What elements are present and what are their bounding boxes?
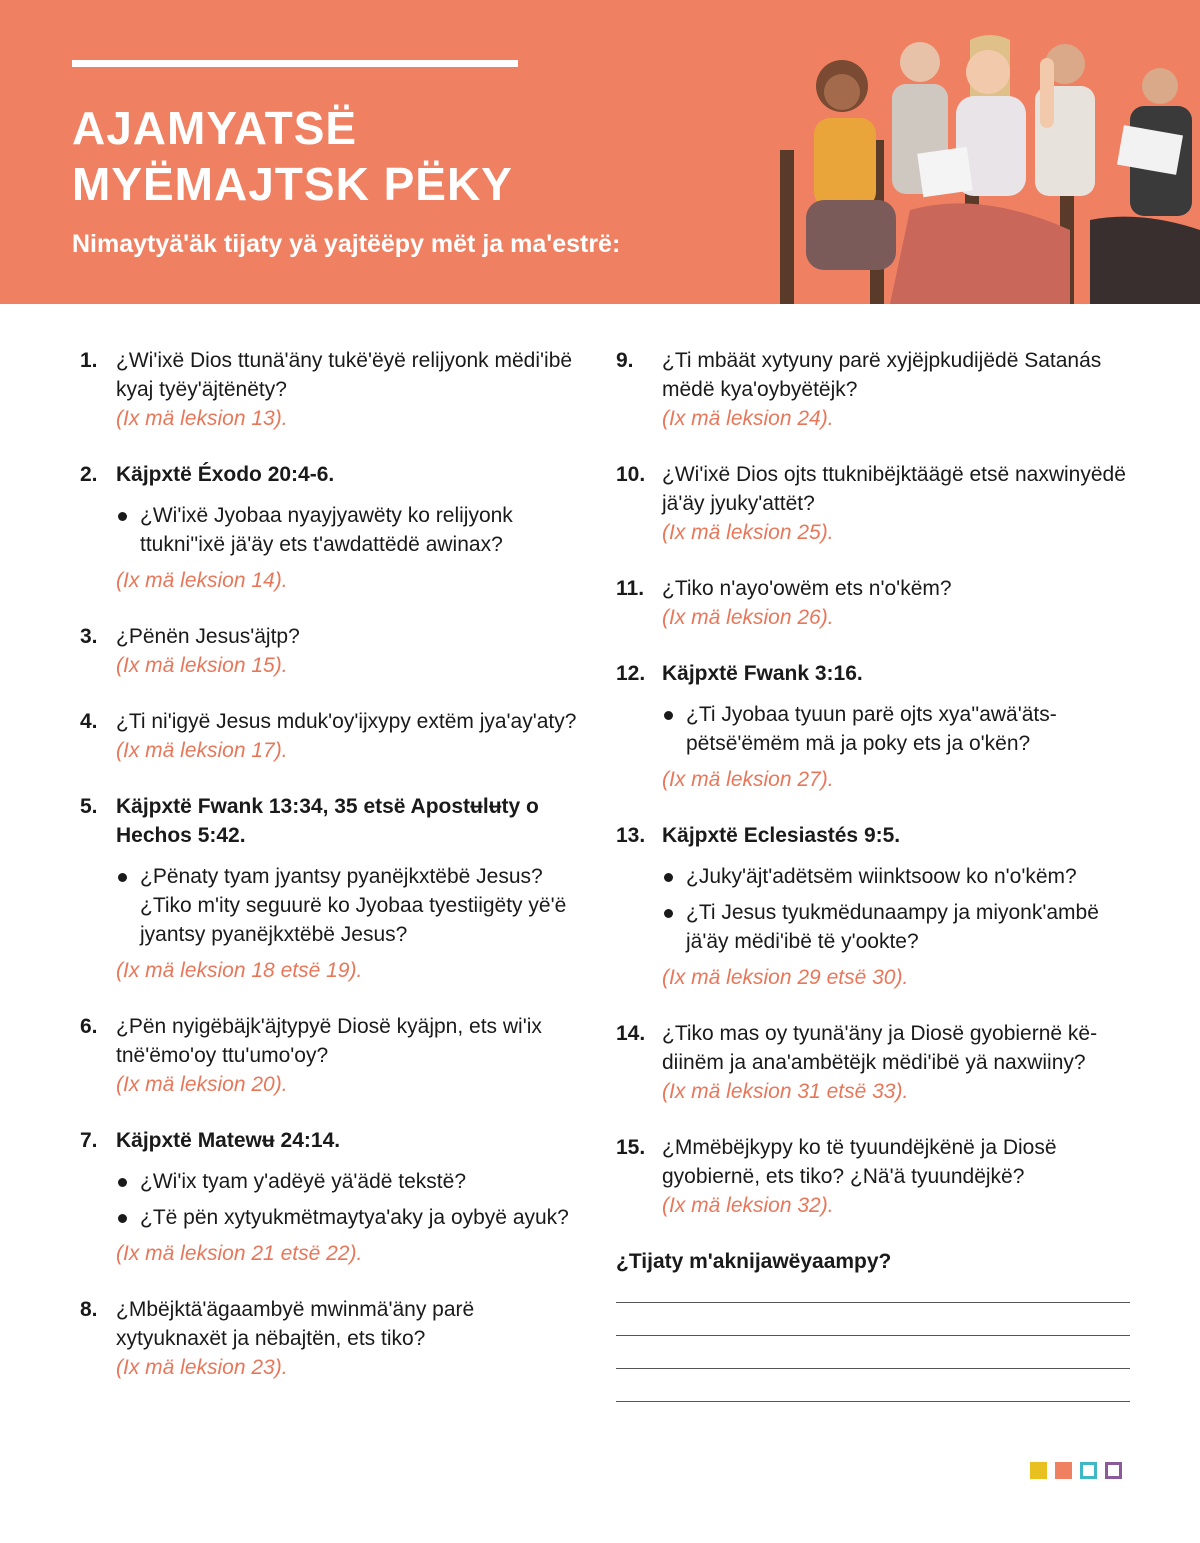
question-6 xyxy=(80,1012,580,1099)
question-12 xyxy=(616,659,1136,794)
sub-question-list xyxy=(662,700,1136,758)
page-subtitle: Nimaytyä'äk tijaty yä yajtëëpy mët ja ma'estrë: xyxy=(72,230,621,258)
question-text: Käjpxtë Éxodo 20:4-6. xyxy=(116,463,335,486)
question-14 xyxy=(616,1019,1136,1106)
question-13 xyxy=(616,821,1136,992)
lesson-reference: (Ix mä leksion 32). xyxy=(662,1194,834,1217)
sub-question: ¿Të pën xytyukmëtmaytya'aky ja oybyë ayuk? xyxy=(116,1203,580,1232)
page-title-line-2: MYËMAJTSK PËKY xyxy=(72,158,513,210)
question-text: Käjpxtë Fwank 13:34, 35 etsë Apostʉlʉty o Hechos 5:42. xyxy=(116,795,539,847)
question-text: ¿Ti ni'igyë Jesus mduk'oy'ijxypy extëm jya'ay'aty? xyxy=(116,710,577,733)
lesson-reference: (Ix mä leksion 17). xyxy=(116,739,288,762)
question-1 xyxy=(80,346,580,433)
question-text: ¿Tiko mas oy tyunä'äny ja Diosë gyobiernë kë-diinëm ja ana'ambëtëjk mëdi'ibë yä naxwiiny? xyxy=(662,1022,1098,1074)
question-number: 12. xyxy=(616,662,646,685)
banner-rule xyxy=(72,60,518,67)
question-text: ¿Ti mbäät xytyuny parë xyjëjpkudijëdë Satanás mëdë kya'oybyëtëjk? xyxy=(662,349,1102,401)
questions-column-left xyxy=(80,346,580,1409)
square-teal-outline xyxy=(1080,1462,1097,1479)
question-number: 15. xyxy=(616,1136,646,1159)
question-number: 2. xyxy=(80,463,98,486)
sub-question: ¿Ti Jesus tyukmëdunaampy ja miyonk'ambë jä'äy mëdi'ibë të y'ookte? xyxy=(662,898,1136,956)
question-3 xyxy=(80,622,580,680)
question-text: ¿Mbëjktä'ägaambyë mwinmä'äny parë xytyuknaxët ja nëbajtën, ets tiko? xyxy=(116,1298,475,1350)
sub-question: ¿Pënaty tyam jyantsy pyanëjkxtëbë Jesus? ¿Tiko m'ity seguurë ko Jyobaa tyestiigëty yë'ë jyantsy pyanëjkxtëbë Jesus? xyxy=(116,862,580,949)
square-yellow xyxy=(1030,1462,1047,1479)
question-number: 4. xyxy=(80,710,98,733)
question-15 xyxy=(616,1133,1136,1220)
question-4 xyxy=(80,707,580,765)
question-11 xyxy=(616,574,1136,632)
question-text: ¿Wi'ixë Dios ojts ttuknibëjktäägë etsë naxwinyëdë jä'äy jyuky'attët? xyxy=(662,463,1126,515)
lesson-reference: (Ix mä leksion 29 etsë 30). xyxy=(662,966,909,989)
question-number: 1. xyxy=(80,349,98,372)
question-text: ¿Wi'ixë Dios ttunä'äny tukë'ëyë relijyonk mëdi'ibë kyaj tyëy'äjtënëty? xyxy=(116,349,573,401)
question-text: Käjpxtë Matewʉ 24:14. xyxy=(116,1129,341,1152)
lesson-reference: (Ix mä leksion 21 etsë 22). xyxy=(116,1242,363,1265)
questions-column-right xyxy=(616,346,1136,1402)
question-10 xyxy=(616,460,1136,547)
lesson-reference: (Ix mä leksion 20). xyxy=(116,1073,288,1096)
sub-question: ¿Wi'ixë Jyobaa nyayjyawëty ko relijyonk ttukni''ixë jä'äy ets t'awdattëdë awinax? xyxy=(116,501,580,559)
sub-question-list xyxy=(116,1167,580,1232)
question-number: 5. xyxy=(80,795,98,818)
brand-squares xyxy=(1030,1462,1122,1479)
question-2 xyxy=(80,460,580,595)
lesson-reference: (Ix mä leksion 26). xyxy=(662,606,834,629)
lesson-reference: (Ix mä leksion 25). xyxy=(662,521,834,544)
question-number: 3. xyxy=(80,625,98,648)
page-title-line-1: AJAMYATSË xyxy=(72,102,358,154)
lesson-reference: (Ix mä leksion 31 etsë 33). xyxy=(662,1080,909,1103)
question-text: ¿Pën nyigëbäjk'äjtypyë Diosë kyäjpn, ets wi'ix tnë'ëmo'oy ttu'umo'oy? xyxy=(116,1015,542,1067)
square-purple-outline xyxy=(1105,1462,1122,1479)
lesson-reference: (Ix mä leksion 27). xyxy=(662,768,834,791)
question-number: 8. xyxy=(80,1298,98,1321)
question-7 xyxy=(80,1126,580,1268)
question-text: ¿Tiko n'ayo'owëm ets n'o'këm? xyxy=(662,577,952,600)
question-text: ¿Pënën Jesus'äjtp? xyxy=(116,625,300,648)
lesson-reference: (Ix mä leksion 14). xyxy=(116,569,288,592)
sub-question: ¿Wi'ix tyam y'adëyë yä'ädë tekstë? xyxy=(116,1167,580,1196)
question-number: 13. xyxy=(616,824,646,847)
question-text: Käjpxtë Fwank 3:16. xyxy=(662,662,863,685)
lesson-reference: (Ix mä leksion 15). xyxy=(116,654,288,677)
sub-question-list xyxy=(116,862,580,949)
note-line[interactable] xyxy=(616,1401,1130,1402)
question-text: Käjpxtë Eclesiastés 9:5. xyxy=(662,824,901,847)
lesson-reference: (Ix mä leksion 24). xyxy=(662,407,834,430)
note-line[interactable] xyxy=(616,1368,1130,1369)
question-number: 6. xyxy=(80,1015,98,1038)
header-banner xyxy=(0,0,1200,304)
audience-illustration xyxy=(760,0,1200,304)
question-number: 14. xyxy=(616,1022,646,1045)
question-9 xyxy=(616,346,1136,433)
sub-question-list xyxy=(116,501,580,559)
question-8 xyxy=(80,1295,580,1382)
sub-question: ¿Ti Jyobaa tyuun parë ojts xya''awä'äts-pëtsë'ëmëm mä ja poky ets ja o'kën? xyxy=(662,700,1136,758)
sub-question: ¿Juky'äjt'adëtsëm wiinktsoow ko n'o'këm? xyxy=(662,862,1136,891)
question-number: 7. xyxy=(80,1129,98,1152)
question-5 xyxy=(80,792,580,985)
lesson-reference: (Ix mä leksion 13). xyxy=(116,407,288,430)
question-text: ¿Mmëbëjkypy ko të tyuundëjkënë ja Diosë gyobiernë, ets tiko? ¿Nä'ä tyuundëjkë? xyxy=(662,1136,1057,1188)
question-number: 11. xyxy=(616,577,645,600)
notes-label: ¿Tijaty m'aknijawëyaampy? xyxy=(616,1250,892,1273)
square-orange xyxy=(1055,1462,1072,1479)
page-title xyxy=(72,100,632,212)
note-line[interactable] xyxy=(616,1302,1130,1303)
sub-question-list xyxy=(662,862,1136,956)
lesson-reference: (Ix mä leksion 23). xyxy=(116,1356,288,1379)
question-number: 10. xyxy=(616,463,646,486)
lesson-reference: (Ix mä leksion 18 etsë 19). xyxy=(116,959,363,982)
note-line[interactable] xyxy=(616,1335,1130,1336)
question-number: 9. xyxy=(616,349,634,372)
